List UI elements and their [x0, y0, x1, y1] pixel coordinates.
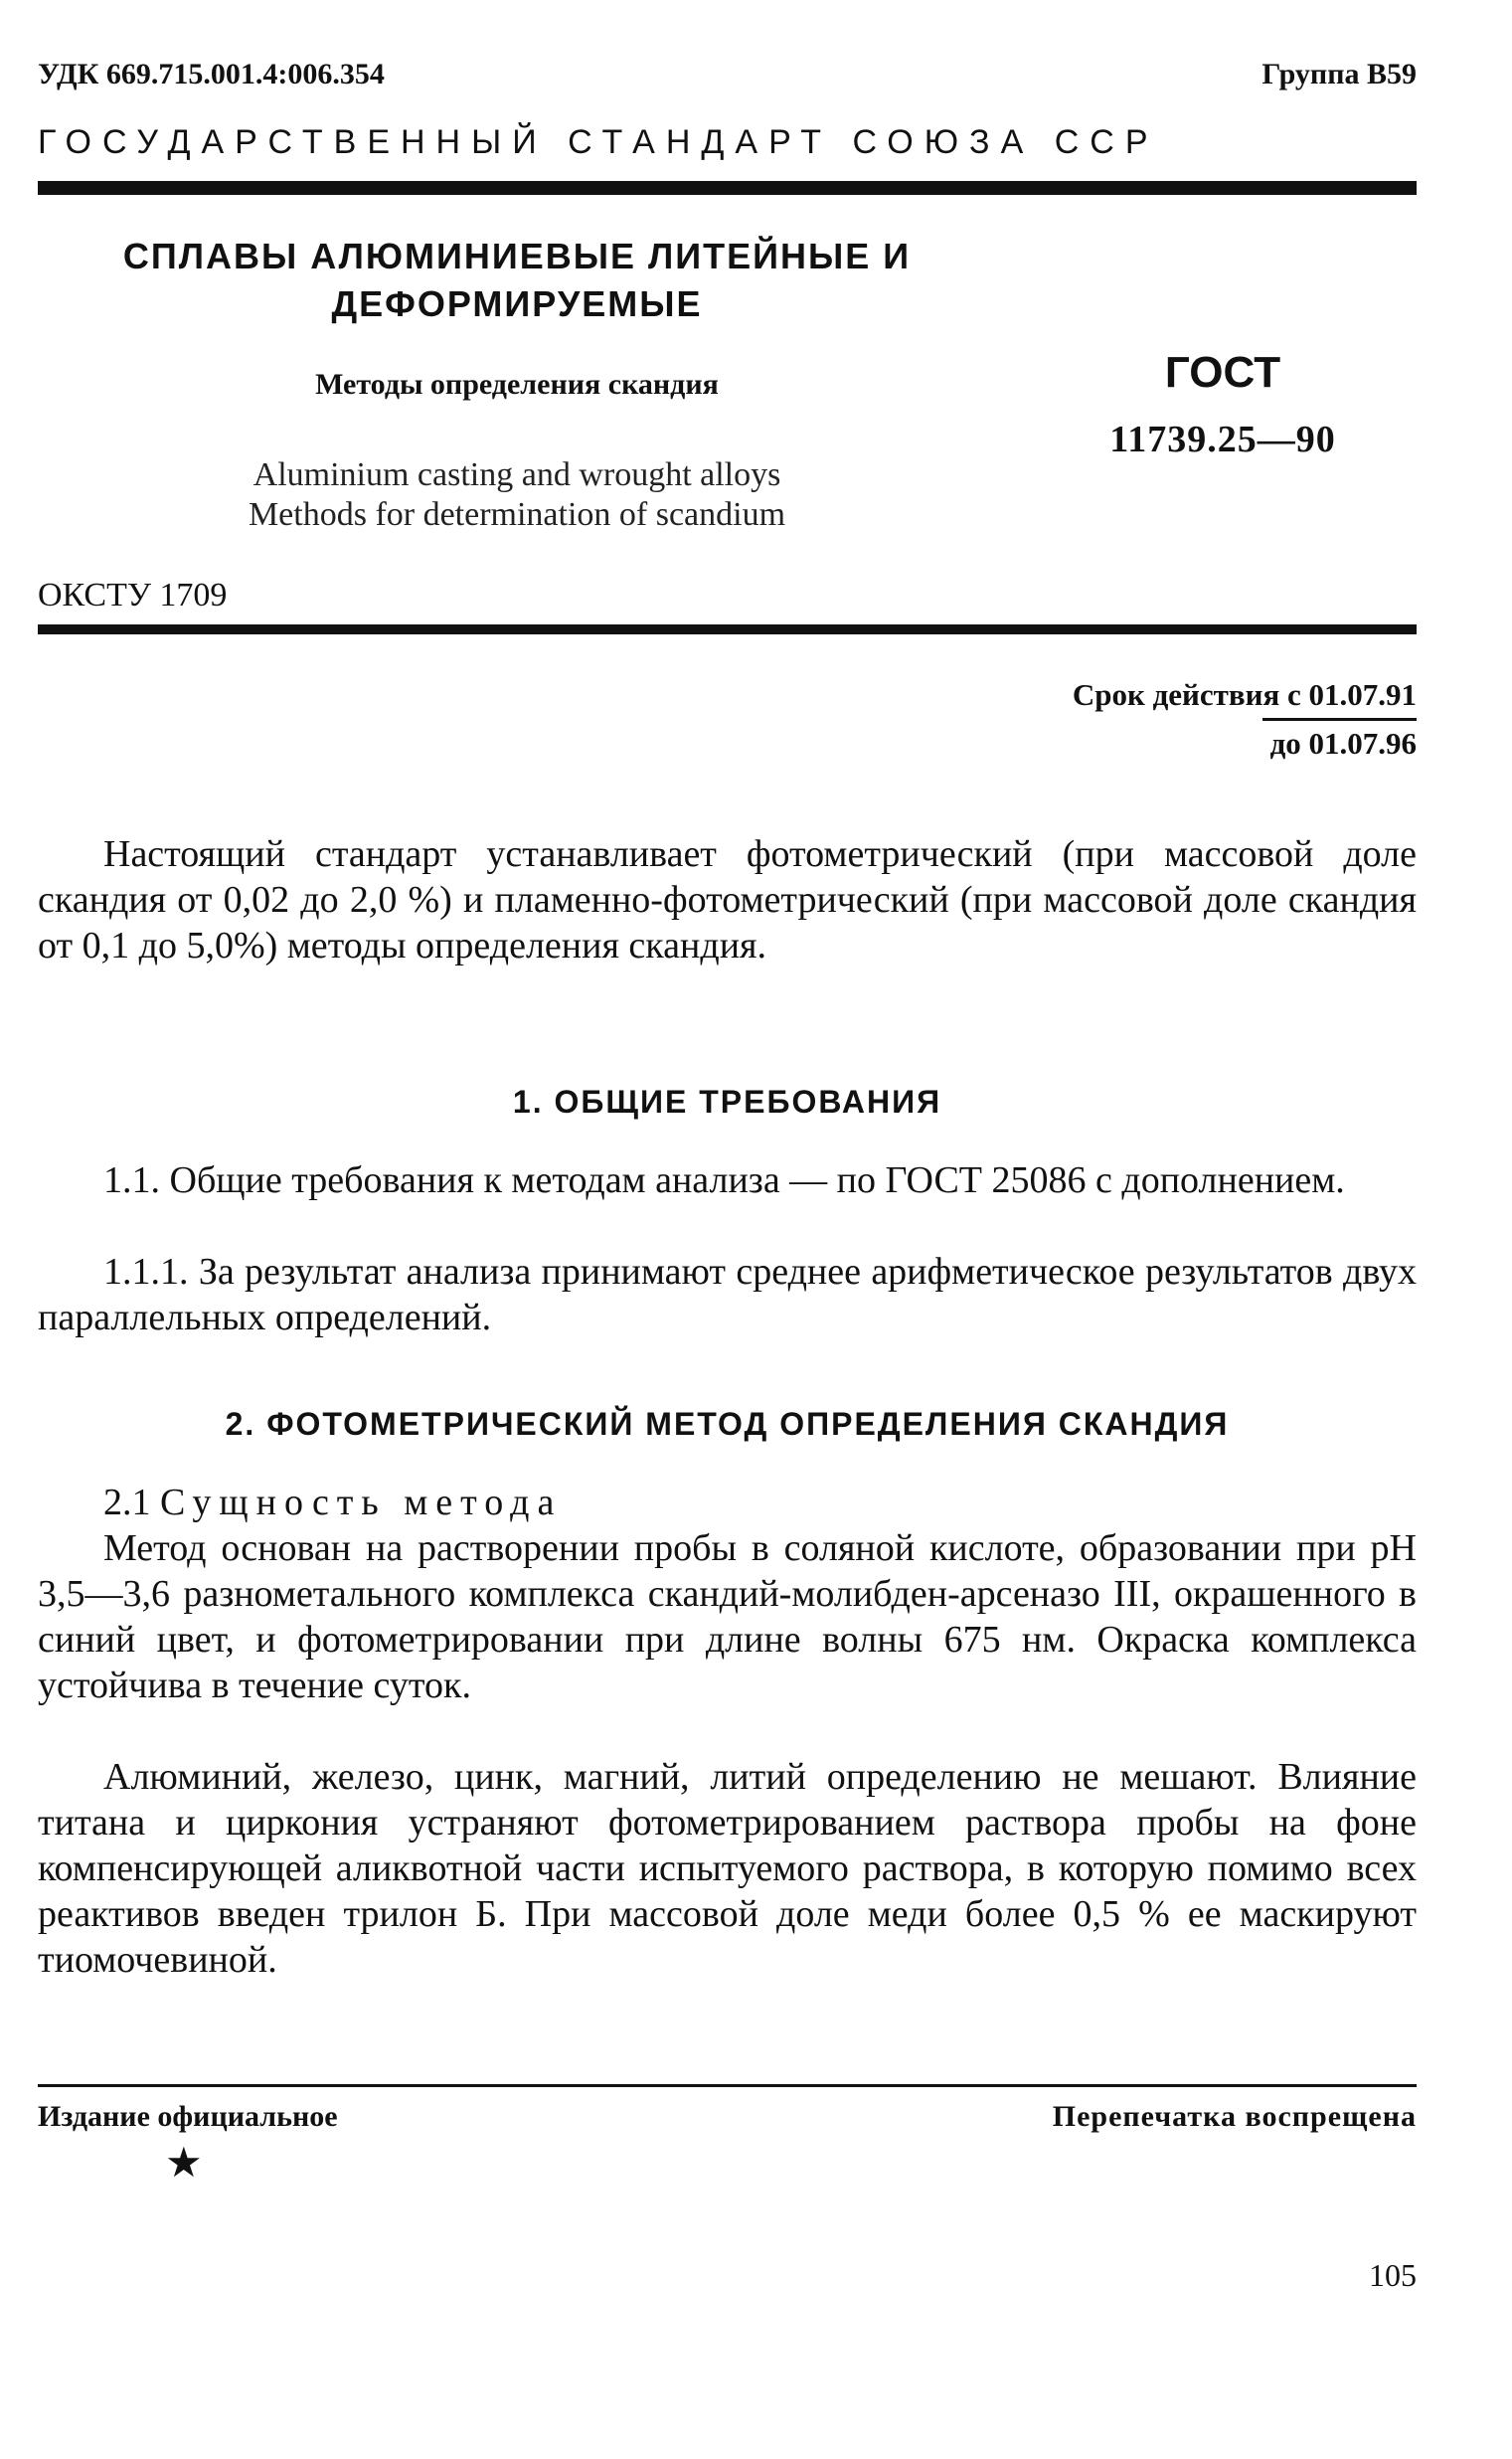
official-edition-note: Издание официальное — [38, 2100, 338, 2133]
udk-code: УДК 669.715.001.4:006.354 — [38, 58, 385, 90]
paragraph-1-1-1 — [38, 1249, 1417, 1340]
paragraph-2-1-b — [38, 1754, 1417, 1983]
document-subtitle: Методы определения скандия — [315, 368, 719, 401]
state-standard-banner: ГОСУДАРСТВЕННЫЙ СТАНДАРТ СОЮЗА ССР — [38, 123, 1159, 161]
header-rule — [38, 181, 1417, 195]
validity-from: Срок действия с 01.07.91 — [1072, 677, 1417, 712]
gost-number: 11739.25—90 — [1109, 419, 1336, 460]
subsection-title: Сущность метода — [160, 1482, 563, 1523]
english-title-line-2: Methods for determination of scandium — [248, 496, 786, 533]
intro-text: Настоящий стандарт устанавливает фотометрический (при массовой доле скандия от 0,02 до 2,0 %) и пламенно-фотометрический (при массовой доле скандия от 0,1 до 5,0%) методы определения скандия. — [38, 833, 1417, 966]
intro-paragraph — [38, 831, 1417, 968]
footer-rule — [38, 2084, 1417, 2087]
validity-to: до 01.07.96 — [1262, 718, 1417, 767]
subsection-2-1-heading — [38, 1480, 1417, 1525]
validity-period — [1073, 672, 1417, 767]
section-2-title: 2. ФОТОМЕТРИЧЕСКИЙ МЕТОД ОПРЕДЕЛЕНИЯ СКАНДИЯ — [225, 1406, 1230, 1442]
gost-label: ГОСТ — [1164, 348, 1281, 397]
paragraph-1-1-1-text: 1.1.1. За результат анализа принимают среднее арифметическое результатов двух параллельных определений. — [38, 1251, 1417, 1338]
paragraph-2-1-a — [38, 1525, 1417, 1708]
english-title — [119, 455, 915, 535]
document-title — [119, 233, 915, 328]
page-number: 105 — [1369, 2257, 1417, 2293]
paragraph-2-1-a-text: Метод основан на растворении пробы в соляной кислоте, образовании при pH 3,5—3,6 разнометального комплекса скандий-молибден-арсеназо III, окрашенного в синий цвет, и фотометрировании при длине волны 675 нм. Окраска комплекса устойчива в течение суток. — [38, 1527, 1417, 1706]
section-1-title: 1. ОБЩИЕ ТРЕБОВАНИЯ — [512, 1084, 942, 1120]
star-icon: ★ — [165, 2141, 203, 2187]
reprint-prohibited-note: Перепечатка воспрещена — [1052, 2100, 1417, 2133]
title-line-1: СПЛАВЫ АЛЮМИНИЕВЫЕ ЛИТЕЙНЫЕ И — [122, 236, 912, 276]
title-rule — [38, 624, 1417, 634]
subsection-number: 2.1 — [103, 1482, 151, 1523]
group-code: Группа В59 — [1261, 58, 1417, 90]
paragraph-1-1-text: 1.1. Общие требования к методам анализа — по ГОСТ 25086 с дополнением. — [103, 1159, 1345, 1201]
title-line-2: ДЕФОРМИРУЕМЫЕ — [331, 283, 703, 324]
oksty-code: ОКСТУ 1709 — [38, 577, 228, 614]
paragraph-1-1 — [38, 1157, 1417, 1203]
paragraph-2-1-b-text: Алюминий, железо, цинк, магний, литий определению не мешают. Влияние титана и циркония устраняют фотометрированием раствора пробы на фоне компенсирующей аликвотной части испытуемого раствора, в которую помимо всех реактивов введен трилон Б. При массовой доле меди более 0,5 % ее маскируют тиомочевиной. — [38, 1756, 1417, 1981]
english-title-line-1: Aluminium casting and wrought alloys — [252, 456, 781, 493]
